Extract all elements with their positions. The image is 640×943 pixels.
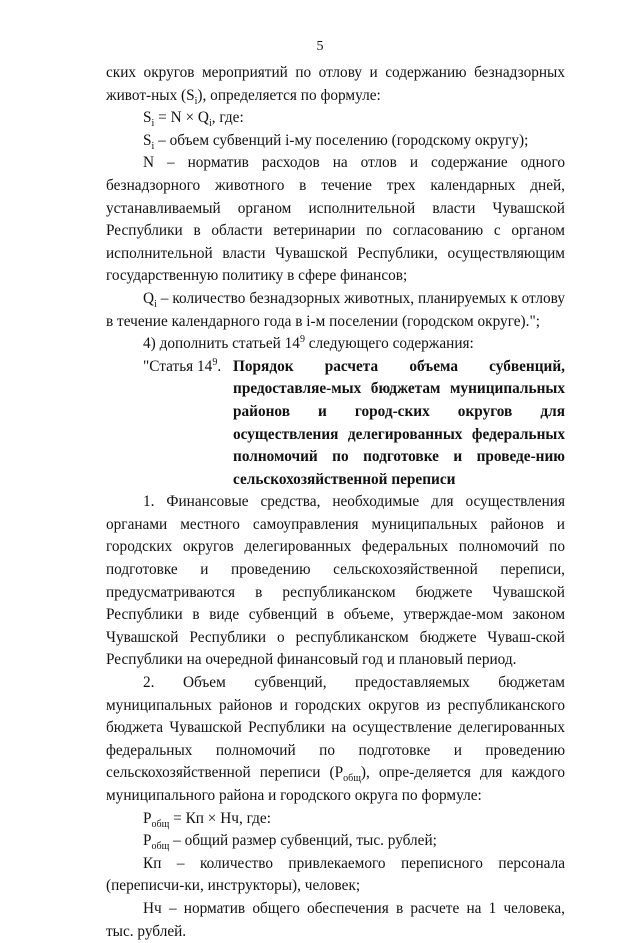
definition-n: N – норматив расходов на отлов и содержание одного безнадзорного животного в течение трех календарных дней, устанавливаемый органом исполнительной власти Чувашской Республики в области ветеринарии по согласованию с органом исполнительной власти Чувашской Республики, осуществляющим государственную политику в сфере финансов; [106,154,565,285]
definition-s [106,130,565,153]
text: = Кп × Нч, где: [169,809,271,827]
page-number: 5 [316,39,324,54]
subscript: i [154,298,157,310]
paragraph-1: 1. Финансовые средства, необходимые для осуществления органами местного самоуправления муниципальных районов и городских округов делегированных федеральных полномочий по подготовке и проведению сельскохозяйственной переписи, предусматриваются в республиканском бюджете Чувашской Республики в виде субвенций в объеме, утверждае-мом законом Чувашской Республики о республиканском бюджете Чуваш-ской Республики на очередной финансовый год и плановый период. [106,493,565,669]
text: следующего содержания: [304,335,474,353]
text: – общий размер субвенций, тыс. рублей; [169,832,437,850]
definition-kp: Кп – количество привлекаемого переписного персонала (переписчи-ки, инструкторы), человек; [106,854,565,895]
subscript: i [151,118,155,130]
subscript: общ [343,773,361,785]
text: 2. Объем субвенций, предоставляемых бюджетам муниципальных районов и городских округов из республиканского бюджета Чувашской Республики на осуществление делегированных федеральных полномочий по подготовке и проведению сельскохозяйственной переписи (Р [106,674,565,782]
text: S [143,131,152,149]
text: – объем субвенций i-му поселению (городскому округу); [154,131,529,149]
subscript: i [194,95,198,107]
text: Р [143,809,152,827]
definition-p [106,830,565,853]
text: ), определяется по формуле: [197,86,381,104]
text: "Статья 14 [143,357,213,375]
superscript: 9 [299,334,305,346]
text: ских округов мероприятий по отлову и содержанию безнадзорных живот-ных (S [106,64,565,104]
subscript: i [151,140,155,152]
definition-q [106,288,565,333]
subscript: i [208,118,212,130]
text: , где: [211,109,244,127]
text: ), опре-деляется для каждого муниципального района и городского округа по формуле: [106,764,565,804]
text: – количество безнадзорных животных, планируемых к отлову в течение календарного года в i-м поселении (городском округе)."; [106,289,565,330]
text: 4) дополнить статьей 14 [143,335,300,353]
subscript: общ [151,841,170,853]
text: = N × Q [154,109,209,127]
text: Р [143,832,152,850]
subscript: общ [151,818,170,830]
superscript: 9 [212,356,218,368]
article-title: Порядок расчета объема субвенций, предоставляе-мых бюджетам муниципальных районов и город-ских округов для осуществления делегированных федеральных полномочий по подготовке и проведе-нию сельскохозяйственной переписи [233,357,565,488]
paragraph-2 [106,672,565,808]
article-heading [143,356,565,492]
text: . [217,357,222,375]
item-4 [106,333,565,356]
formula-2 [106,808,565,831]
text: S [143,109,152,127]
text: Q [143,289,155,307]
formula-1 [106,107,565,130]
article-label [143,356,233,492]
paragraph-continuation [106,62,565,107]
document-body [106,62,565,943]
definition-nch: Нч – норматив общего обеспечения в расчете на 1 человека, тыс. рублей. [106,899,565,940]
